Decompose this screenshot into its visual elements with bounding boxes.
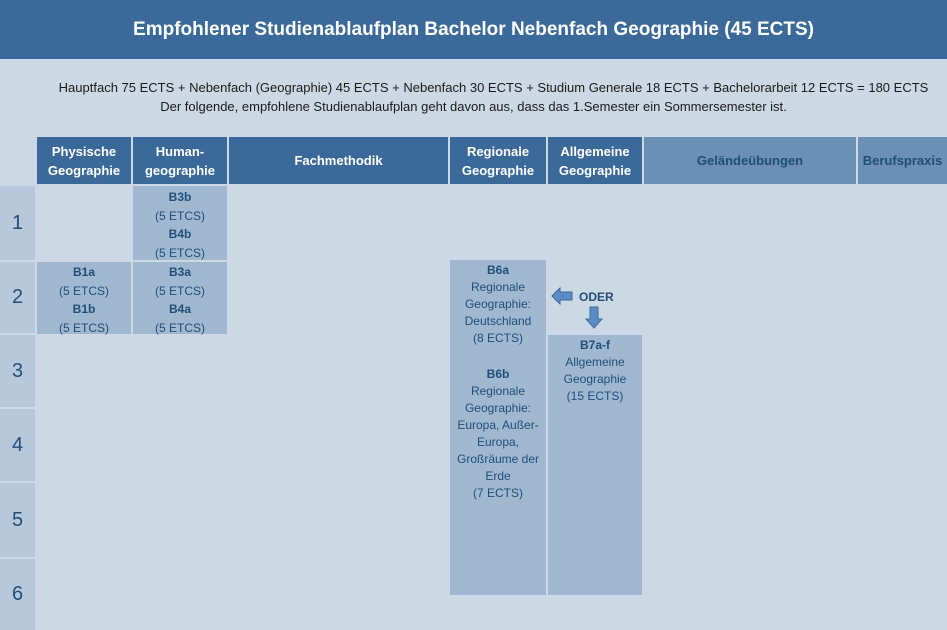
header-text: Geographie (47, 162, 121, 178)
module-block-humangeographie-sem2 (133, 262, 227, 334)
header-text: Allgemeine (560, 143, 630, 159)
semester-label-6: 6 (0, 559, 35, 630)
module-ects: (5 ETCS) (58, 283, 109, 298)
module-block-humangeographie-sem1 (133, 186, 227, 260)
module-code: B6a (486, 263, 509, 277)
semester-label-3: 3 (0, 335, 35, 407)
column-header-allgemeine-geographie (548, 137, 642, 184)
header-text: geographie (144, 162, 216, 178)
header-text: Geographie (558, 162, 632, 178)
header-text: Regionale (466, 143, 530, 159)
column-header-gelaendeuebungen: Geländeübungen (644, 137, 856, 184)
module-description: Deutschland (464, 314, 532, 328)
page-title: Empfohlener Studienablaufplan Bachelor Nebenfach Geographie (45 ECTS) (0, 0, 947, 59)
module-block-physische-geographie-sem2 (37, 262, 131, 334)
module-description: Geographie (563, 372, 627, 386)
module-description: Geographie: (464, 401, 532, 415)
module-ects: (8 ECTS) (472, 331, 523, 345)
module-block-allgemeine-geographie (548, 335, 642, 595)
module-description: Allgemeine (565, 355, 625, 369)
column-header-humangeographie (133, 137, 227, 184)
module-code: B7a-f (579, 338, 610, 352)
intro-line-1: Hauptfach 75 ECTS + Nebenfach (Geographie) 45 ECTS + Nebenfach 30 ECTS + Studium Generale 18 ECTS + Bachelorarbeit 12 ECTS = 180 ECTS (58, 80, 929, 95)
module-ects: (5 ETCS) (154, 245, 205, 260)
header-text: Physische (51, 143, 117, 159)
module-description: Europa, Außer- (457, 418, 539, 432)
module-code: B3b (168, 190, 192, 204)
module-code: B3a (168, 265, 191, 279)
module-code: B4a (168, 302, 191, 316)
module-description: Erde (485, 469, 511, 483)
module-ects: (5 ETCS) (154, 283, 205, 298)
module-ects: (5 ETCS) (58, 320, 109, 335)
module-description: Europa, (476, 435, 520, 449)
module-code: B4b (168, 227, 192, 241)
semester-label-5: 5 (0, 483, 35, 557)
intro-line-2: Der folgende, empfohlene Studienablaufplan geht davon aus, dass das 1.Semester ein Sommersemester ist. (160, 99, 787, 114)
column-header-physische-geographie (37, 137, 131, 184)
intro-text (0, 78, 947, 116)
arrow-left-icon (551, 287, 573, 305)
module-code: B1a (72, 265, 95, 279)
arrow-down-icon (585, 306, 603, 329)
module-ects: (5 ETCS) (154, 320, 205, 335)
module-ects: (15 ECTS) (566, 389, 624, 403)
column-header-berufspraxis: Berufspraxis (858, 137, 947, 184)
module-ects: (7 ECTS) (472, 486, 523, 500)
oder-label: ODER (579, 290, 614, 304)
module-block-regionale-geographie (450, 260, 546, 595)
module-description: Regionale (470, 280, 526, 294)
module-description: Großräume der (456, 452, 540, 466)
module-description: Geographie: (464, 297, 532, 311)
column-header-regionale-geographie (450, 137, 546, 184)
module-ects: (5 ETCS) (154, 208, 205, 223)
header-text: Human- (155, 143, 205, 159)
semester-label-2: 2 (0, 262, 35, 333)
module-code: B1b (72, 302, 96, 316)
semester-label-1: 1 (0, 186, 35, 260)
column-header-fachmethodik: Fachmethodik (229, 137, 448, 184)
module-description: Regionale (470, 384, 526, 398)
header-text: Geographie (461, 162, 535, 178)
module-code: B6b (486, 367, 510, 381)
semester-label-4: 4 (0, 409, 35, 481)
